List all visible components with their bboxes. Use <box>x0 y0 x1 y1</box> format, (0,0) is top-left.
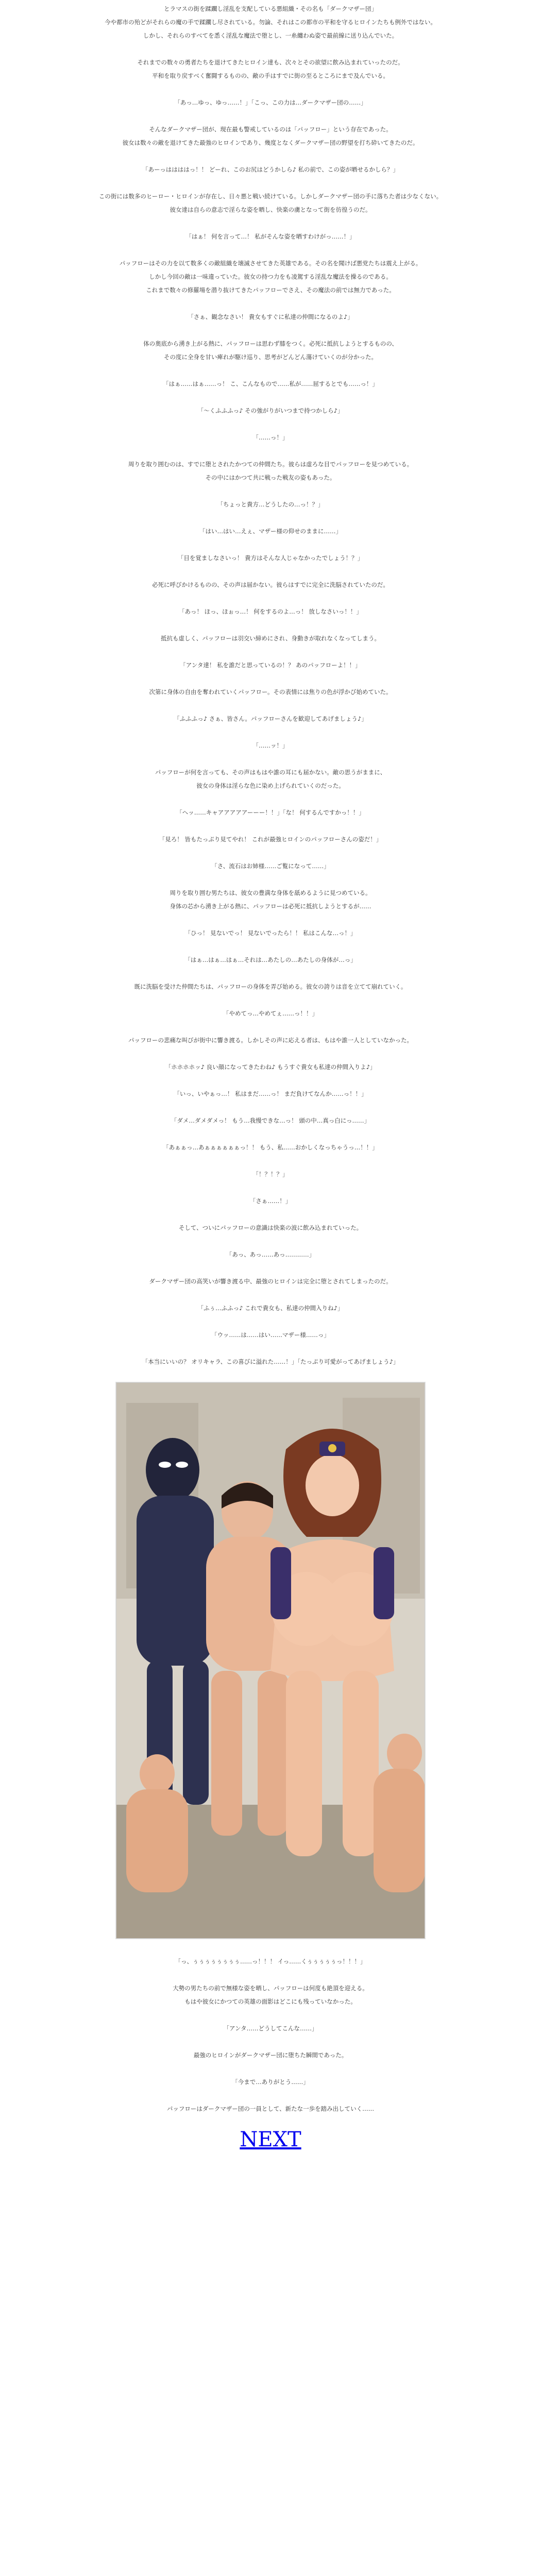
story-paragraph: 「……っ！」 <box>252 434 289 441</box>
story-paragraph: 身体の芯から湧き上がる熱に、パッフローは必死に抵抗しようとするが…… <box>170 903 371 910</box>
story-paragraph: 「アンタ達！ 私を誰だと思っているの！？ あのパッフローよ！！」 <box>180 662 361 669</box>
story-paragraph: パッフローが何を言っても、その声はもはや誰の耳にも届かない。敵の思うがままに、 <box>155 769 386 776</box>
paragraph-spacer <box>0 1127 541 1141</box>
story-paragraph: 「今まで…ありがとう……」 <box>232 2078 309 2086</box>
paragraph-spacer <box>0 216 541 230</box>
paragraph-spacer <box>0 417 541 431</box>
story-paragraph: 「あーっははははっ！！ どーれ、このお尻はどうかしら♪ 私の前で、この姿が晒せるかしら？」 <box>142 166 399 173</box>
story-paragraph: 「ちょっと貴方…どうしたの…っ！？」 <box>217 501 324 508</box>
paragraph-spacer <box>0 176 541 190</box>
paragraph-spacer <box>0 752 541 766</box>
story-paragraph: 「はぁ……はぁ……っ！ こ、こんなもので……私が……屈するとでも……っ！」 <box>163 380 378 387</box>
paragraph-spacer <box>0 645 541 658</box>
paragraph-spacer <box>0 109 541 123</box>
story-paragraph: 「さ、流石はお姉様……ご覧になって……」 <box>211 862 330 870</box>
paragraph-spacer <box>0 699 541 712</box>
paragraph-spacer <box>0 1100 541 1114</box>
story-paragraph: 「見ろ！ 皆もたっぷり見てやれ！ これが最強ヒロインのパッフローさんの姿だ！」 <box>159 836 382 843</box>
story-paragraph: 「さぁ、観念なさい！ 貴女もすぐに私達の仲間になるのよ♪」 <box>188 313 353 320</box>
story-paragraph: パッフローはその力を以て数多くの敵組織を壊滅させてきた英雄である。その名を聞けば悪党たちは震え上がる。 <box>119 260 422 267</box>
story-paragraph: その度に全身を甘い痺れが駆け巡り、思考がどんどん蕩けていくのが分かった。 <box>164 353 377 361</box>
story-paragraph: もはや彼女にかつての英雄の面影はどこにも残っていなかった。 <box>184 1998 357 2005</box>
story-paragraph: 体の奥底から湧き上がる熱に、パッフローは思わず膝をつく。必死に抵抗しようとするものの、 <box>143 340 398 347</box>
paragraph-spacer <box>0 1342 541 1355</box>
next-page-link[interactable]: NEXT <box>240 2128 301 2151</box>
paragraph-spacer <box>0 1234 541 1248</box>
story-paragraph: 「はぁ！ 何を言って…！ 私がそんな姿を晒すわけがっ……！」 <box>185 233 356 240</box>
story-paragraph: 「あっ…ゆっ、ゆっ……！」「こっ、この力は…ダークマザー団の……」 <box>174 99 367 106</box>
paragraph-spacer <box>0 618 541 632</box>
paragraph-spacer <box>0 243 541 257</box>
story-paragraph: この街には数多のヒーロー・ヒロインが存在し、日々悪と戦い続けている。しかしダークマザー団の手に落ちた者は少なくない。 <box>98 193 443 200</box>
story-paragraph: パッフローはダークマザー団の一員として、新たな一歩を踏み出していく…… <box>166 2105 375 2112</box>
story-paragraph: しかし、それらのすべてを悉く淫乱な魔法で堕とし、一糸纏わぬ姿で最前線に送り込んでいた。 <box>143 32 398 39</box>
paragraph-spacer <box>0 42 541 56</box>
story-paragraph: とラマスの街を蹂躙し淫乱を支配している悪組織・その名も「ダークマザー団」 <box>164 5 377 12</box>
story-paragraph: 「ふぅ…ふふっ♪ これで貴女も、私達の仲間入りね♪」 <box>197 1304 344 1312</box>
story-paragraph: 「！？！？」 <box>252 1171 289 1178</box>
paragraph-spacer <box>0 391 541 404</box>
paragraph-spacer <box>0 792 541 806</box>
paragraph-spacer <box>0 1288 541 1301</box>
story-paragraph: 「……ッ！」 <box>252 742 289 749</box>
story-paragraph: 「っ、ぅぅぅぅぅぅぅぅ……っ！！！ イっ……くぅぅぅぅぅっ！！！」 <box>175 1958 366 1965</box>
story-paragraph: 「ふふふっ♪ さぁ、皆さん。パッフローさんを歓迎してあげましょう♪」 <box>174 715 367 722</box>
story-paragraph: 「いっ、いやぁっ…！ 私はまだ……っ！ まだ負けてなんか……っ！！」 <box>174 1090 367 1097</box>
paragraph-spacer <box>0 819 541 833</box>
story-text-before <box>0 2 541 1368</box>
paragraph-spacer <box>0 149 541 163</box>
story-paragraph: 既に洗脳を受けた仲間たちは、パッフローの身体を弄び始める。彼女の誇りは音を立てて崩れていく。 <box>134 983 407 990</box>
story-paragraph: そして、ついにパッフローの意識は快楽の波に飲み込まれていった。 <box>178 1224 363 1231</box>
paragraph-spacer <box>0 1154 541 1167</box>
story-paragraph: 彼女達は自らの意志で淫らな姿を晒し、快楽の虜となって街を彷徨うのだ。 <box>170 206 371 213</box>
story-paragraph: これまで数々の修羅場を潜り抜けてきたパッフローでさえ、その魔法の前では無力であった。 <box>146 286 395 294</box>
story-paragraph: 「ホホホホッ♪ 良い顔になってきたわね♪ もうすぐ貴女も私達の仲間入りよ♪」 <box>165 1063 376 1071</box>
story-paragraph: 彼女は数々の敵を退けてきた最強のヒロインであり、幾度となくダークマザー団の野望を打ち砕いてきたのだ。 <box>122 139 419 146</box>
story-paragraph: その中にはかつて共に戦った戦友の姿もあった。 <box>205 474 336 481</box>
paragraph-spacer <box>0 538 541 551</box>
paragraph-spacer <box>0 725 541 739</box>
paragraph-spacer <box>0 324 541 337</box>
paragraph-spacer <box>0 1968 541 1981</box>
story-paragraph: そんなダークマザー団が、現在最も警戒しているのは「パッフロー」という存在であった。 <box>149 126 392 133</box>
paragraph-spacer <box>0 1020 541 1033</box>
story-paragraph: 「あぁぁっ…あぁぁぁぁぁぁっ！！ もう、私……おかしくなっちゃうっ…！！」 <box>163 1144 378 1151</box>
story-paragraph: 「ヘッ……キャアアアアアーーー！！」「な！ 何するんですかっ！！」 <box>176 809 365 816</box>
story-paragraph: 平和を取り戻すべく奮闘するものの、敵の手はすでに街の至るところにまで及んでいる。 <box>152 72 389 79</box>
story-illustration <box>115 1382 426 1939</box>
paragraph-spacer <box>0 1315 541 1328</box>
story-paragraph: 「本当にいいの？ オリキャラ、この喜びに溢れた……！」「たっぷり可愛がってあげましょう♪」 <box>142 1358 399 1365</box>
story-paragraph: 最強のヒロインがダークマザー団に堕ちた瞬間であった。 <box>193 2052 348 2059</box>
story-paragraph: ダークマザー団の高笑いが響き渡る中、最強のヒロインは完全に堕とされてしまったのだ。 <box>149 1278 392 1285</box>
story-paragraph: 「ウッ……は……はい……マザー様……っ」 <box>211 1331 330 1338</box>
story-paragraph: 彼女の身体は淫らな色に染め上げられていくのだった。 <box>196 782 345 789</box>
story-paragraph: それまでの数々の勇者たちを退けてきたヒロイン達も、次々とその欲望に飲み込まれていったのだ。 <box>137 59 404 66</box>
story-paragraph: 「やめてっ…やめてぇ……っ！！」 <box>223 1010 318 1017</box>
story-paragraph: 「はい…はい…えぇ、マザー様の仰せのままに……」 <box>199 528 342 535</box>
paragraph-spacer <box>0 993 541 1007</box>
paragraph-spacer <box>0 846 541 859</box>
paragraph-spacer <box>0 511 541 524</box>
paragraph-spacer <box>0 873 541 886</box>
story-paragraph: 次第に身体の自由を奪われていくパッフロー。その表情には焦りの色が浮かび始めていた。 <box>149 688 392 696</box>
paragraph-spacer <box>0 940 541 953</box>
paragraph-spacer <box>0 2089 541 2102</box>
paragraph-spacer <box>0 672 541 685</box>
story-paragraph: 「アンタ……どうしてこんな……」 <box>223 2025 318 2032</box>
paragraph-spacer <box>0 2062 541 2075</box>
story-paragraph: 周りを取り囲む男たちは、彼女の豊満な身体を舐めるように見つめている。 <box>170 889 371 896</box>
story-paragraph: 「はぁ…はぁ…はぁ…それは…あたしの…あたしの身体が…っ」 <box>184 956 357 963</box>
story-paragraph: 今や都市の殆どがそれらの魔の手で蹂躙し尽されている。勿論、それはこの都市の平和を守るヒロインたちも例外ではない。 <box>105 19 436 26</box>
story-paragraph: パッフローの悲痛な叫びが街中に響き渡る。しかしその声に応える者は、もはや誰一人としていなかった。 <box>128 1037 413 1044</box>
story-paragraph: 「あっ！ ほっ、ほぉっ…！ 何をするのよ…っ！ 放しなさいっ！！」 <box>179 608 362 615</box>
paragraph-spacer <box>0 2035 541 2048</box>
paragraph-spacer <box>0 297 541 310</box>
story-paragraph: 「目を覚ましなさいっ！ 貴方はそんな人じゃなかったでしょう！？」 <box>177 554 364 562</box>
story-paragraph: 大勢の男たちの前で無様な姿を晒し、パッフローは何度も絶頂を迎える。 <box>173 1985 368 1992</box>
paragraph-spacer <box>0 444 541 457</box>
paragraph-spacer <box>0 1261 541 1275</box>
paragraph-spacer <box>0 1074 541 1087</box>
story-paragraph: 必死に呼びかけるものの、その声は届かない。彼らはすでに完全に洗脳されていたのだ。 <box>152 581 389 588</box>
paragraph-spacer <box>0 2008 541 2022</box>
paragraph-spacer <box>0 591 541 605</box>
paragraph-spacer <box>0 967 541 980</box>
story-paragraph: 「〜くふふふっ♪ その強がりがいつまで持つかしら♪」 <box>197 407 344 414</box>
story-paragraph: 抵抗も虚しく、パッフローは羽交い締めにされ、身動きが取れなくなってしまう。 <box>161 635 380 642</box>
paragraph-spacer <box>0 913 541 926</box>
illustration-image <box>116 1382 425 1939</box>
paragraph-spacer <box>0 565 541 578</box>
paragraph-spacer <box>0 364 541 377</box>
story-paragraph: 周りを取り囲むのは、すでに堕とされたかつての仲間たち。彼らは虚ろな目でパッフローを見つめている。 <box>128 461 413 468</box>
paragraph-spacer <box>0 1181 541 1194</box>
paragraph-spacer <box>0 82 541 96</box>
story-text-after <box>0 1955 541 2115</box>
paragraph-spacer <box>0 1047 541 1060</box>
story-paragraph: 「ダメ…ダメダメっ！ もう…我慢できな…っ！ 頭の中…真っ白にっ……」 <box>171 1117 370 1124</box>
story-paragraph: 「ひっ！ 見ないでっ！ 見ないでったら！！ 私はこんな…っ！」 <box>184 929 357 937</box>
story-paragraph: 「あっ、あっ……あっ…………」 <box>226 1251 315 1258</box>
story-paragraph: しかし今回の敵は一味違っていた。彼女の持つ力をも凌駕する淫乱な魔法を操るのである。 <box>149 273 392 280</box>
paragraph-spacer <box>0 484 541 498</box>
story-paragraph: 「さぁ……！」 <box>249 1197 292 1205</box>
paragraph-spacer <box>0 1208 541 1221</box>
